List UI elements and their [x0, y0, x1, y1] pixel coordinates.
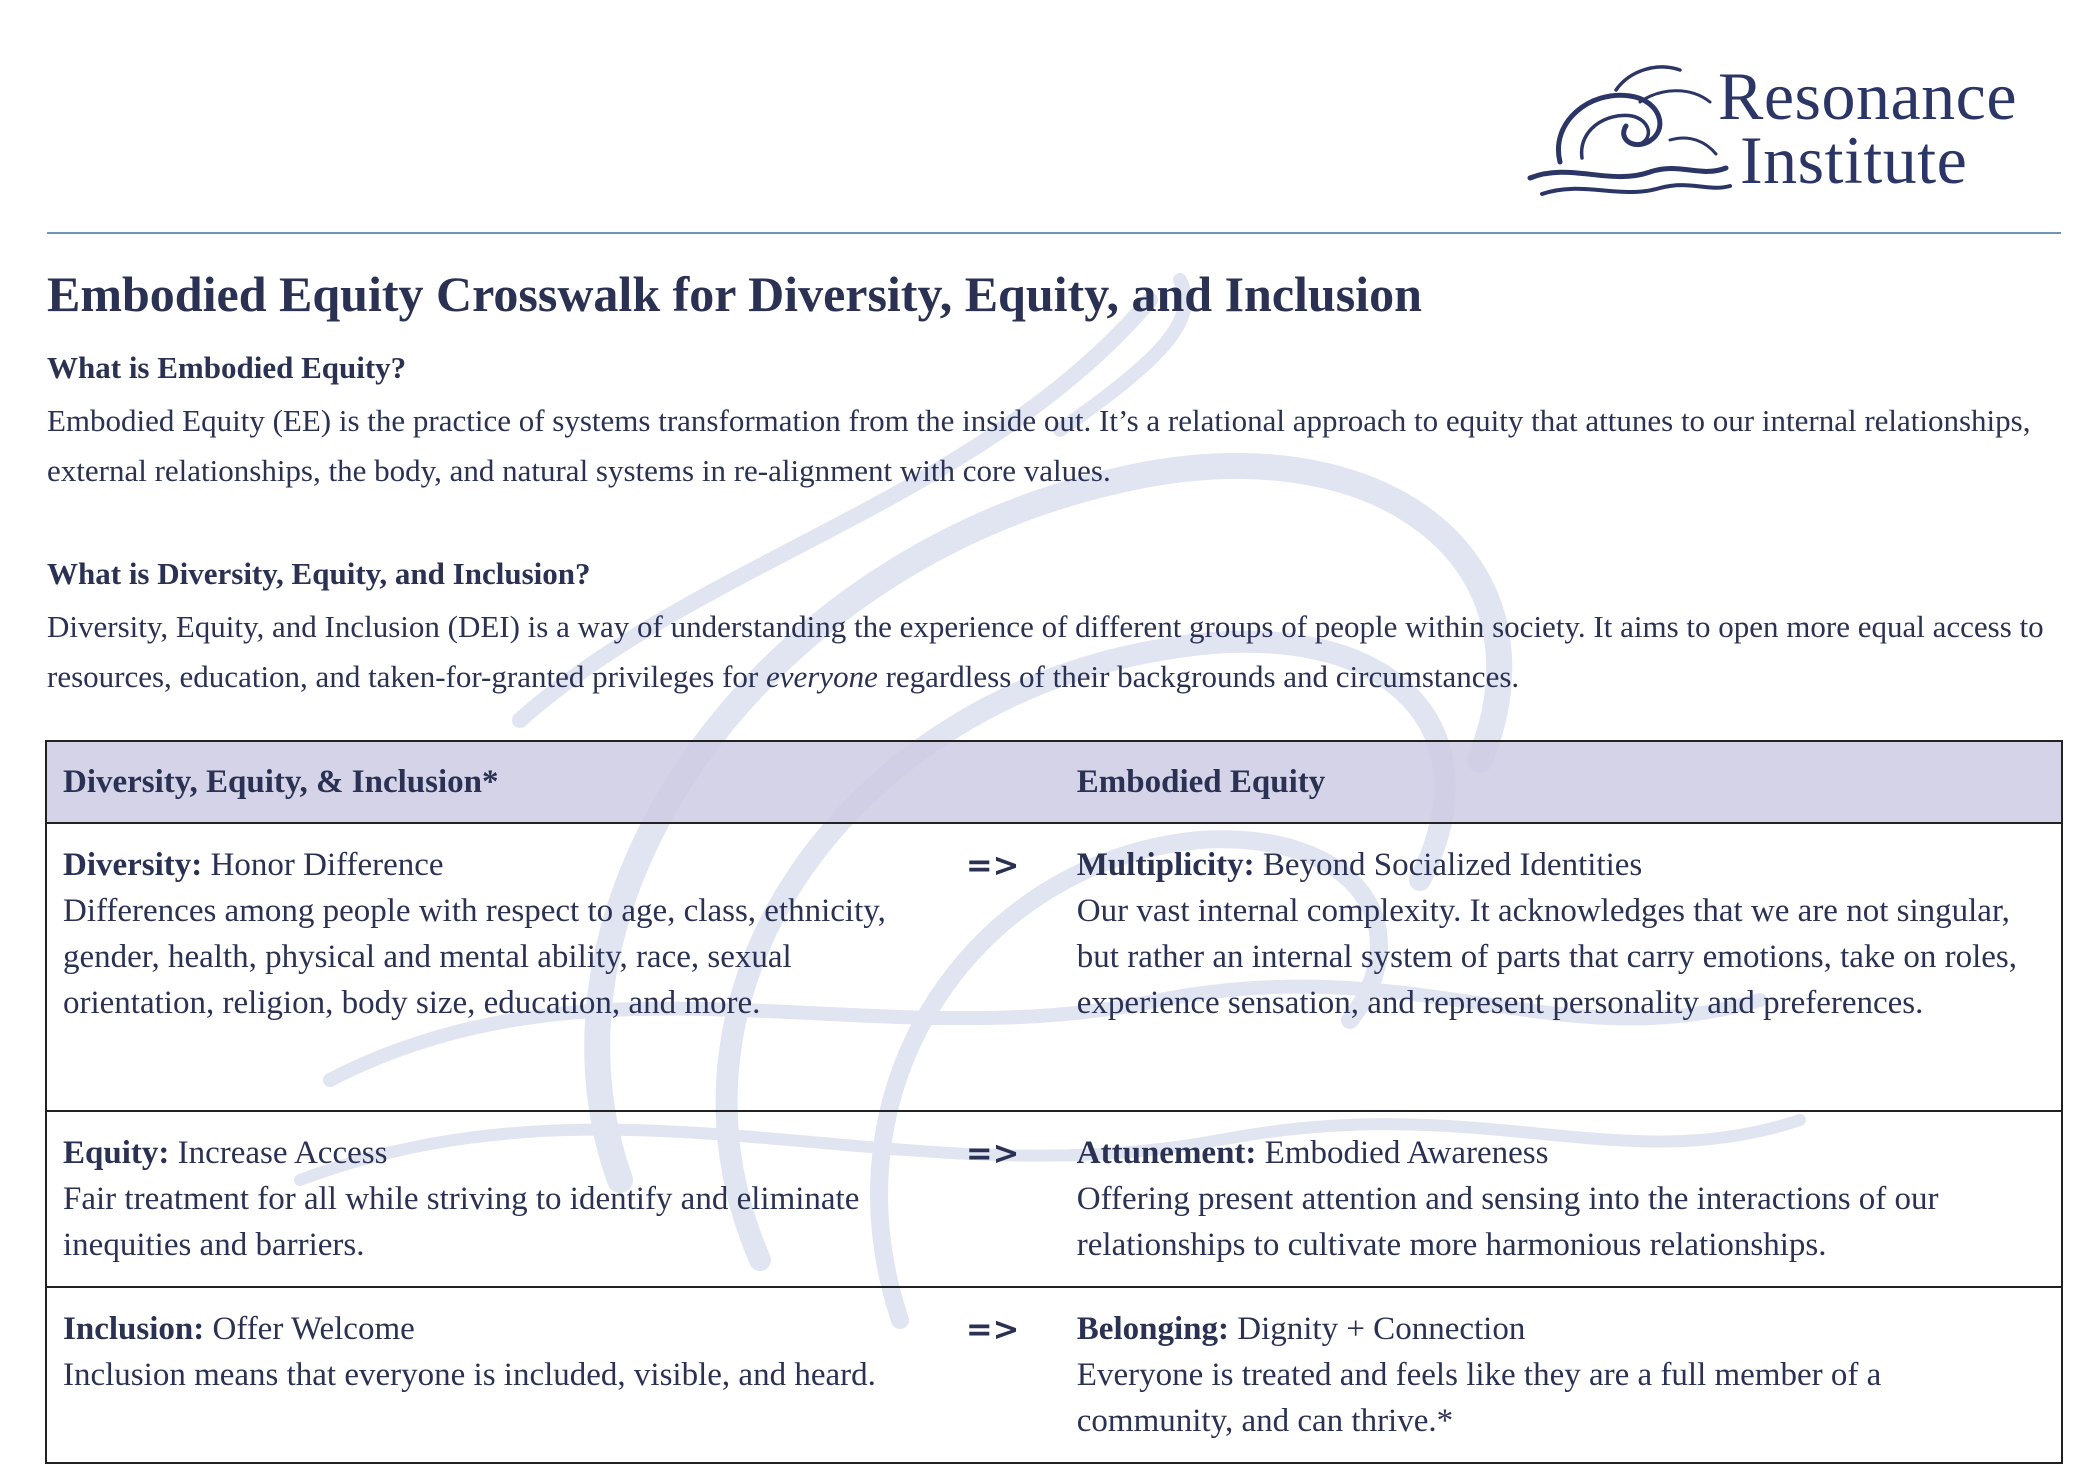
term-inclusion: Inclusion: — [63, 1311, 205, 1347]
term-equity: Equity: — [63, 1135, 170, 1171]
desc-multiplicity: Our vast internal complexity. It acknowledges that we are not singular, but rather an internal system of parts that carry emotions, take on roles, experience sensation, and represent personality and preferences. — [1076, 893, 2017, 1021]
section-body-dei-part1: Diversity, Equity, and Inclusion (DEI) is a way of understanding the experience of different groups of people within society. It aims to open more equal access to resources, education, and taken-for-granted privileges for — [47, 609, 2044, 694]
term-diversity: Diversity: — [63, 847, 203, 883]
table-row — [46, 1287, 2062, 1463]
desc-inclusion: Inclusion means that everyone is included, visible, and heard. — [63, 1357, 876, 1393]
header-spacer — [950, 741, 1061, 823]
subtitle-attunement: Embodied Awareness — [1264, 1135, 1549, 1171]
section-body-dei-emphasis: everyone — [765, 659, 878, 694]
cell-diversity — [46, 823, 950, 1111]
cell-inclusion — [46, 1287, 950, 1463]
subtitle-diversity: Honor Difference — [210, 847, 444, 883]
cell-belonging — [1061, 1287, 2062, 1463]
subtitle-equity: Increase Access — [177, 1135, 388, 1171]
brand-name — [1718, 58, 2018, 198]
header-ee: Embodied Equity — [1061, 741, 2062, 823]
desc-attunement: Offering present attention and sensing into the interactions of our relationships to cultivate more harmonious relationships. — [1076, 1181, 1939, 1263]
term-belonging: Belonging: — [1076, 1311, 1229, 1347]
arrow-icon: => — [950, 1111, 1061, 1287]
subtitle-multiplicity: Beyond Socialized Identities — [1262, 847, 1643, 883]
header-dei: Diversity, Equity, & Inclusion* — [46, 741, 950, 823]
table-row — [46, 1111, 2062, 1287]
table-row — [46, 823, 2062, 1111]
section-body-ee: Embodied Equity (EE) is the practice of systems transformation from the inside out. It’s a relational approach to equity that attunes to our internal relationships, external relationships, the body, and natural systems in re-alignment with core values. — [47, 403, 2031, 488]
resonance-institute-logo — [1520, 50, 2060, 210]
wave-swirl-logo-icon — [1520, 50, 1740, 210]
intro-content — [47, 262, 2061, 702]
header-divider — [47, 232, 2061, 234]
section-heading-ee: What is Embodied Equity? — [47, 350, 407, 385]
crosswalk-table — [45, 740, 2063, 1464]
section-body-dei-part2: regardless of their backgrounds and circumstances. — [877, 659, 1520, 694]
cell-multiplicity — [1061, 823, 2062, 1111]
brand-name-line1: Resonance — [1718, 58, 2018, 134]
cell-attunement — [1061, 1111, 2062, 1287]
term-multiplicity: Multiplicity: — [1076, 847, 1255, 883]
term-attunement: Attunement: — [1076, 1135, 1257, 1171]
table-header-row — [46, 741, 2062, 823]
desc-diversity: Differences among people with respect to age, class, ethnicity, gender, health, physical and mental ability, race, sexual orientation, religion, body size, education, and more. — [63, 893, 886, 1021]
desc-belonging: Everyone is treated and feels like they are a full member of a community, and can thrive.* — [1076, 1357, 1882, 1439]
section-body-dei — [47, 602, 2061, 702]
desc-equity: Fair treatment for all while striving to identify and eliminate inequities and barriers. — [63, 1181, 860, 1263]
section-heading-dei: What is Diversity, Equity, and Inclusion? — [47, 556, 591, 591]
subtitle-inclusion: Offer Welcome — [212, 1311, 415, 1347]
brand-name-line2: Institute — [1740, 122, 1968, 198]
arrow-icon: => — [950, 1287, 1061, 1463]
cell-equity — [46, 1111, 950, 1287]
subtitle-belonging: Dignity + Connection — [1237, 1311, 1526, 1347]
arrow-icon: => — [950, 823, 1061, 1111]
page-title: Embodied Equity Crosswalk for Diversity, Equity, and Inclusion — [47, 266, 1422, 322]
